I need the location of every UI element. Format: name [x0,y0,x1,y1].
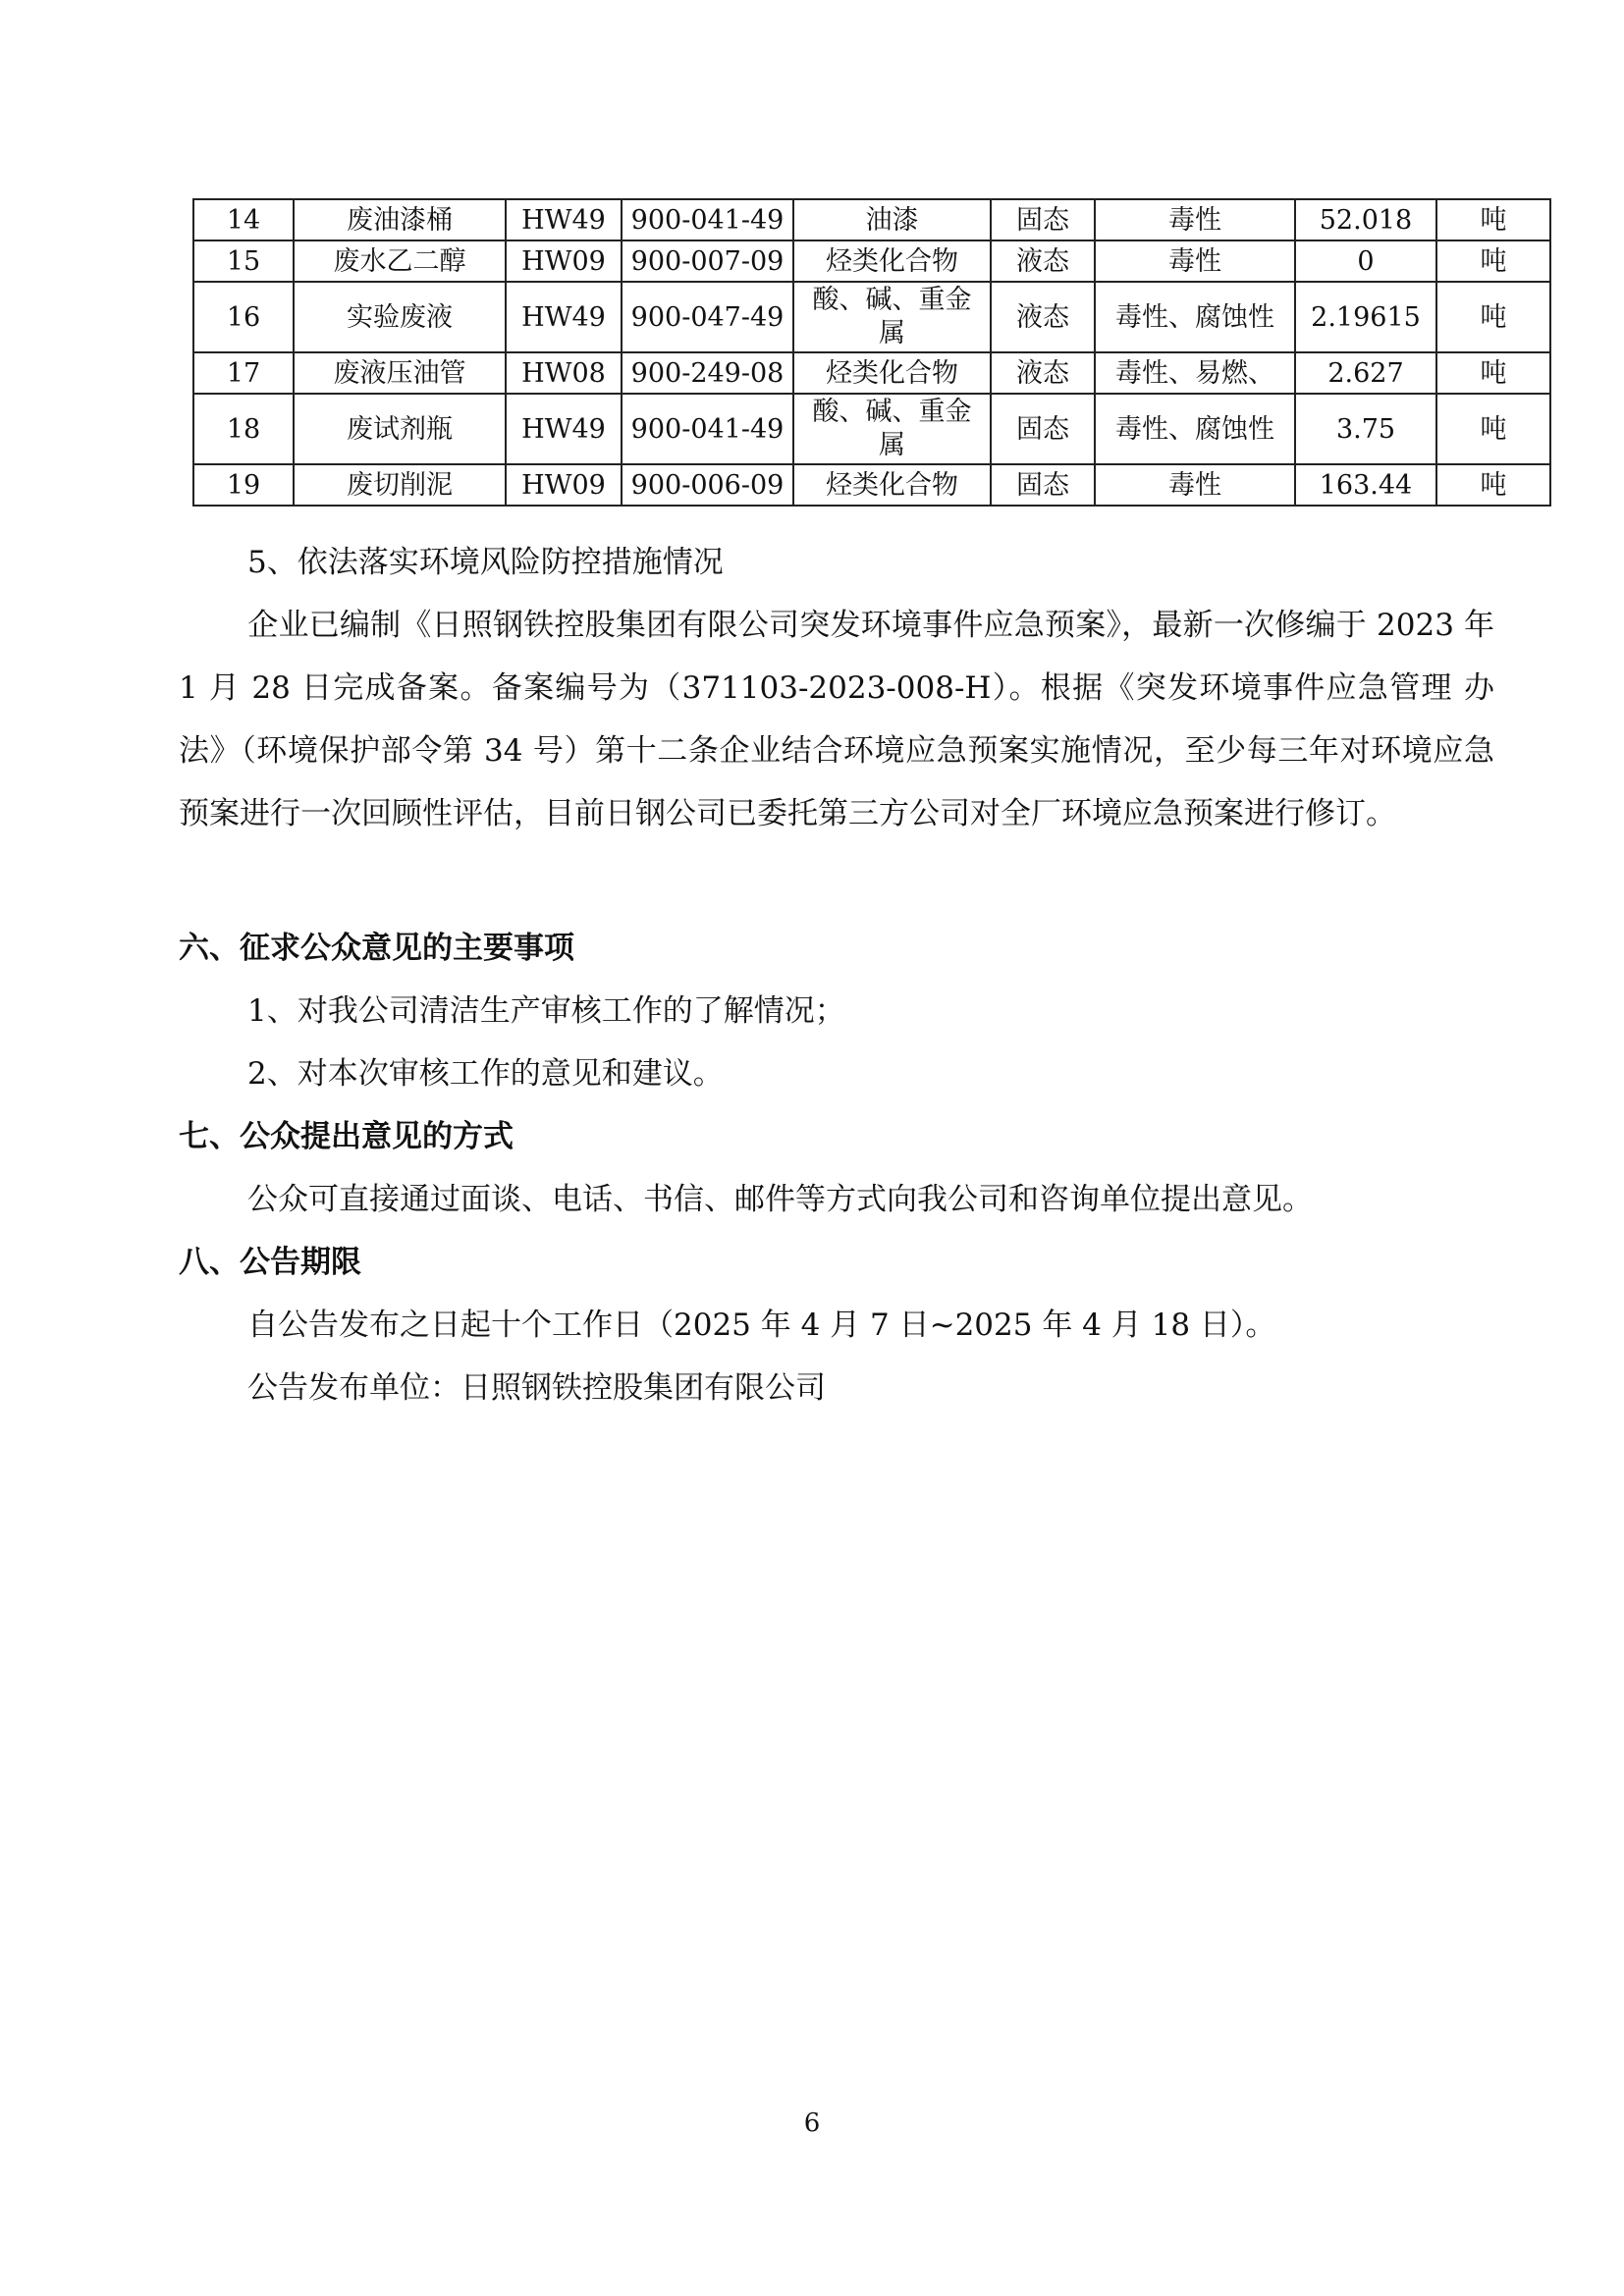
table-row [193,464,1550,506]
section8-text: 自公告发布之日起十个工作日（2025 年 4 月 7 日~2025 年 4 月 18 日）。 [247,1308,1276,1343]
cell-hazard: 毒性 [1095,240,1295,282]
cell-name: 废水乙二醇 [294,240,506,282]
cell-component: 酸、碱、重金属 [793,394,991,464]
cell-amount: 52.018 [1295,199,1436,240]
cell-form: 固态 [991,464,1095,506]
cell-component: 酸、碱、重金属 [793,282,991,352]
cell-no: 19 [193,464,294,506]
cell-component: 烃类化合物 [793,240,991,282]
cell-hazard: 毒性、易燃、 [1095,352,1295,394]
section7-heading: 七、公众提出意见的方式 [179,1119,514,1154]
cell-unit: 吨 [1436,199,1550,240]
cell-amount: 0 [1295,240,1436,282]
cell-no: 17 [193,352,294,394]
cell-name: 废油漆桶 [294,199,506,240]
hazardous-waste-table [192,198,1551,507]
section5-heading: 5、依法落实环境风险防控措施情况 [247,545,724,580]
cell-code: 900-007-09 [622,240,793,282]
cell-unit: 吨 [1436,394,1550,464]
table-row [193,282,1550,352]
cell-hazard: 毒性、腐蚀性 [1095,394,1295,464]
section8-heading: 八、公告期限 [179,1245,361,1280]
table-row [193,352,1550,394]
cell-unit: 吨 [1436,282,1550,352]
cell-unit: 吨 [1436,464,1550,506]
cell-category: HW49 [506,199,622,240]
cell-hazard: 毒性 [1095,199,1295,240]
cell-amount: 163.44 [1295,464,1436,506]
cell-form: 液态 [991,352,1095,394]
cell-form: 固态 [991,199,1095,240]
cell-name: 实验废液 [294,282,506,352]
cell-component: 烃类化合物 [793,464,991,506]
cell-no: 16 [193,282,294,352]
cell-no: 18 [193,394,294,464]
section5-paragraph [179,594,1494,845]
cell-form: 液态 [991,240,1095,282]
cell-amount: 3.75 [1295,394,1436,464]
cell-amount: 2.19615 [1295,282,1436,352]
cell-name: 废试剂瓶 [294,394,506,464]
cell-hazard: 毒性、腐蚀性 [1095,282,1295,352]
cell-code: 900-047-49 [622,282,793,352]
table-row [193,199,1550,240]
section6-item-1: 1、对我公司清洁生产审核工作的了解情况； [247,993,845,1029]
cell-category: HW08 [506,352,622,394]
cell-code: 900-006-09 [622,464,793,506]
cell-name: 废液压油管 [294,352,506,394]
page-number: 6 [803,2109,821,2138]
cell-category: HW49 [506,282,622,352]
cell-form: 液态 [991,282,1095,352]
cell-component: 油漆 [793,199,991,240]
cell-amount: 2.627 [1295,352,1436,394]
cell-name: 废切削泥 [294,464,506,506]
cell-component: 烃类化合物 [793,352,991,394]
section5-paragraph-text: 企业已编制《日照钢铁控股集团有限公司突发环境事件应急预案》，最新一次修编于 2023 年 1 月 28 日完成备案。备案编号为（371103-2023-008-H）。根据《突发环境事件应急管理 办法》（环境保护部令第 34 号）第十二条企业结合环境应急预案实施情况，至少每三年对环境应急预案进行一次回顾性评估，目前日钢公司已委托第三方公司对全厂环境应急预案进行修订。 [179,608,1494,831]
cell-hazard: 毒性 [1095,464,1295,506]
cell-unit: 吨 [1436,352,1550,394]
cell-no: 15 [193,240,294,282]
cell-code: 900-249-08 [622,352,793,394]
section6-item-2: 2、对本次审核工作的意见和建议。 [247,1056,724,1092]
cell-code: 900-041-49 [622,394,793,464]
cell-category: HW09 [506,240,622,282]
cell-form: 固态 [991,394,1095,464]
cell-code: 900-041-49 [622,199,793,240]
cell-unit: 吨 [1436,240,1550,282]
section6-heading: 六、征求公众意见的主要事项 [179,931,574,966]
table-row [193,240,1550,282]
cell-category: HW09 [506,464,622,506]
cell-no: 14 [193,199,294,240]
section7-text: 公众可直接通过面谈、电话、书信、邮件等方式向我公司和咨询单位提出意见。 [247,1182,1313,1217]
table-row [193,394,1550,464]
publisher-line: 公告发布单位：日照钢铁控股集团有限公司 [247,1370,826,1406]
cell-category: HW49 [506,394,622,464]
